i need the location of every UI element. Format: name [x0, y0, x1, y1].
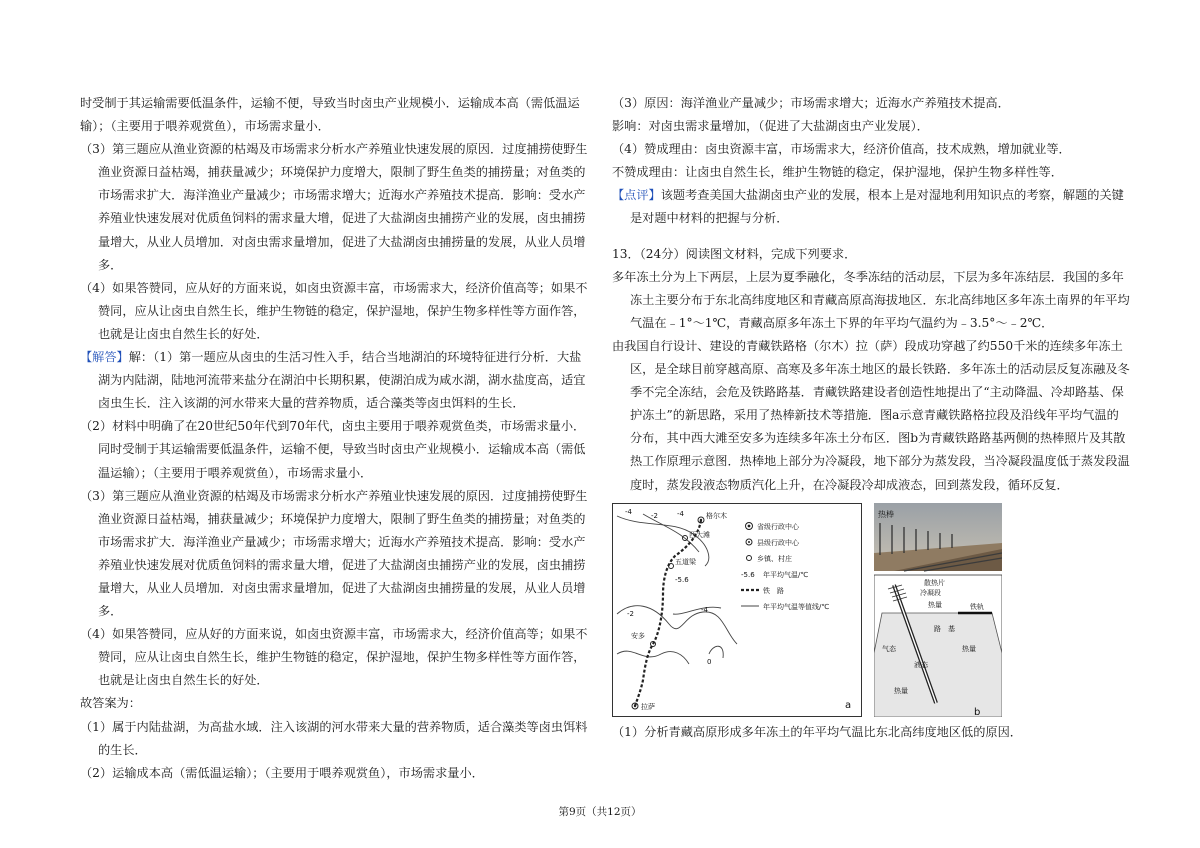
paragraph [80, 623, 590, 692]
isotherm-label: -4 [701, 605, 708, 614]
paragraph [80, 762, 590, 785]
isotherm-label: -2 [651, 511, 658, 520]
paragraph [80, 485, 590, 624]
figure-a-letter: a [845, 699, 852, 711]
paragraph-text: 该题考查美国大盐湖卤虫产业的发展，根本上是对湿地利用知识点的考察，解题的关键是对题中材料的把握与分析． [630, 188, 1124, 226]
paragraph [612, 243, 1130, 266]
paragraph-text: 多年冻土分为上下两层，上层为夏季融化，冬季冻结的活动层，下层为多年冻结层．我国的多年冻土主要分布于东北高纬度地区和青藏高原高海拔地区．东北高纬地区多年冻土南界的年平均气温在﹣1°～1℃，青藏高原多年冻土下界的年平均气温约为﹣3.5°～﹣2℃． [612, 269, 1130, 330]
paragraph [612, 266, 1130, 335]
page-footer: 第9页（共12页） [558, 806, 642, 818]
diagram-label: 气态 [882, 644, 896, 653]
paragraph [80, 415, 590, 484]
legend-item: 铁 路 [763, 586, 784, 595]
diagram-label: 液态 [914, 660, 928, 669]
figure-a-map [612, 503, 862, 717]
paragraph-text: （3）第三题应从渔业资源的枯竭及市场需求分析水产养殖业快速发展的原因．过度捕捞使野生渔业资源日益枯竭，捕获量减少；环境保护力度增大，限制了野生鱼类的捕捞量；对鱼类的市场需求扩大．海洋渔业产量减少；市场需求增大；近海水产养殖技术提高．影响：受水产养殖业快速发展对优质鱼饲料的需求量大增，促进了大盐湖卤虫捕捞产业的发展，卤虫捕捞量增大，从业人员增加．对卤虫需求量增加，促进了大盐湖卤虫捕捞量的发展，从业人员增多． [80, 488, 588, 619]
diagram-label: 热量 [894, 686, 908, 695]
figures [612, 503, 1130, 721]
diagram-label: 冷凝段 [920, 588, 941, 597]
paragraph [612, 138, 1130, 161]
figure-b-letter: b [974, 706, 981, 717]
paragraph [80, 92, 590, 138]
place-label: 格尔木 [706, 511, 727, 520]
paragraph [612, 335, 1130, 497]
paragraph-text: （2）材料中明确了在20世纪50年代到70年代，卤虫主要用于喂养观赏鱼类，市场需求量小．同时受制于其运输需要低温条件，运输不便，导致当时卤虫产业规模小．运输成本高（需低温运输）；（主要用于喂养观赏鱼），市场需求量小． [80, 419, 586, 480]
left-column [80, 92, 590, 785]
legend-item: 年平均气温等值线/℃ [763, 602, 830, 611]
isotherm-label: -4 [677, 509, 684, 518]
isotherm-label: 0 [707, 657, 712, 666]
isotherm-label: -4 [625, 507, 632, 516]
paragraph-text: 时受制于其运输需要低温条件，运输不便，导致当时卤虫产业规模小．运输成本高（需低温运输）；（主要用于喂养观赏鱼），市场需求量小． [80, 96, 580, 134]
paragraph [80, 346, 590, 415]
diagram-label: 散热片 [924, 578, 945, 587]
legend-item: 县级行政中心 [757, 538, 799, 547]
paragraph [80, 277, 590, 346]
isotherm-label: -2 [627, 609, 634, 618]
place-label: 安多 [631, 631, 645, 640]
place-label: 拉萨 [641, 702, 655, 711]
paragraph-text: （4）赞成理由：卤虫资源丰富，市场需求大，经济价值高，技术成熟，增加就业等． [612, 142, 1071, 157]
section-tag: 【点评】 [612, 188, 661, 203]
question-13 [612, 243, 1130, 497]
legend-item: 年平均气温/℃ [763, 570, 809, 579]
section-tag: 【解答】 [80, 350, 129, 365]
figure-b-heat-pipe [874, 503, 1002, 717]
paragraph [80, 692, 590, 715]
answer-continuation [612, 92, 1130, 231]
paragraph-text: 解：（1）第一题应从卤虫的生活习性入手，结合当地湖泊的环境特征进行分析．大盐湖为内陆湖，陆地河流带来盐分在湖泊中长期积累，使湖泊成为咸水湖，湖水盐度高，适宜卤虫生长．注入该湖的河水带来大量的营养物质，适合藻类等卤虫饵料的生长． [98, 350, 586, 411]
photo-label: 热棒 [878, 509, 894, 519]
paragraph [612, 115, 1130, 138]
place-label: 西大滩 [689, 530, 710, 539]
legend-value: -5.6 [741, 570, 755, 579]
legend-item: 乡镇、村庄 [757, 554, 792, 563]
paragraph [612, 184, 1130, 230]
paragraph-text: 13．（24分）阅读图文材料，完成下列要求． [612, 246, 857, 261]
right-column [612, 92, 1130, 744]
diagram-label: 热量 [962, 644, 976, 653]
paragraph-text: 不赞成理由：让卤虫自然生长，维护生物链的稳定，保护湿地，保护生物多样性等． [612, 165, 1063, 180]
diagram-label: 路 基 [934, 624, 955, 633]
diagram-label: 热量 [928, 600, 942, 609]
isotherm-label: -5.6 [675, 575, 689, 584]
place-label: 五道梁 [675, 557, 696, 566]
paragraph [612, 721, 1130, 744]
paragraph-text: （4）如果答赞同，应从好的方面来说，如卤虫资源丰富，市场需求大，经济价值高等；如果不赞同，应从让卤虫自然生长，维护生物链的稳定，保护湿地，保护生物多样性等方面作答，也就是让卤虫自然生长的好处． [80, 627, 588, 688]
paragraph-text: （3）第三题应从渔业资源的枯竭及市场需求分析水产养殖业快速发展的原因．过度捕捞使野生渔业资源日益枯竭，捕获量减少；环境保护力度增大，限制了野生鱼类的捕捞量；对鱼类的市场需求扩大．海洋渔业产量减少；市场需求增大；近海水产养殖技术提高．影响：受水产养殖业快速发展对优质鱼饲料的需求量大增，促进了大盐湖卤虫捕捞产业的发展，卤虫捕捞量增大，从业人员增加．对卤虫需求量增加，促进了大盐湖卤虫捕捞量的发展，从业人员增多． [80, 142, 588, 272]
paragraph [80, 716, 590, 762]
paragraph [612, 161, 1130, 184]
paragraph [80, 138, 590, 277]
paragraph-text: （3）原因：海洋渔业产量减少；市场需求增大；近海水产养殖技术提高． [612, 96, 1010, 110]
paragraph-text: 由我国自行设计、建设的青藏铁路格（尔木）拉（萨）段成功穿越了约550千米的连续多年冻土区，是全球目前穿越高原、高寒及多年冻土地区的最长铁路．多年冻土的活动层反复冻融及冬季不完全冻结，会危及铁路路基．青藏铁路建设者创造性地提出了“主动降温、冷却路基、保护冻土”的新思路，采用了热棒新技术等措施．图a示意青藏铁路格拉段及沿线年平均气温的分布，其中西大滩至安多为连续多年冻土分布区．图b为青藏铁路路基两侧的热棒照片及其散热工作原理示意图．热棒地上部分为冷凝段，地下部分为蒸发段，当冷凝段温度低于蒸发段温度时，蒸发段液态物质汽化上升，在冷凝段冷却成液态，回到蒸发段，循环反复． [612, 338, 1130, 492]
diagram-label: 铁轨 [970, 602, 984, 611]
paragraph-text: （1）属于内陆盐湖，为高盐水域．注入该湖的河水带来大量的营养物质，适合藻类等卤虫饵料的生长． [80, 719, 588, 757]
paragraph-text: （4）如果答赞同，应从好的方面来说，如卤虫资源丰富，市场需求大，经济价值高等；如果不赞同，应从让卤虫自然生长，维护生物链的稳定，保护湿地，保护生物多样性等方面作答，也就是让卤虫自然生长的好处． [80, 280, 588, 341]
legend-item: 省级行政中心 [757, 522, 799, 531]
paragraph-text: （2）运输成本高（需低温运输）；（主要用于喂养观赏鱼），市场需求量小． [80, 765, 484, 780]
paragraph [612, 92, 1130, 115]
paragraph-text: 影响：对卤虫需求量增加，（促进了大盐湖卤虫产业发展）． [612, 119, 929, 134]
question-13-subquestions [612, 721, 1130, 744]
paragraph-text: （1）分析青藏高原形成多年冻土的年平均气温比东北高纬度地区低的原因． [612, 724, 1022, 739]
paragraph-text: 故答案为： [80, 696, 141, 711]
